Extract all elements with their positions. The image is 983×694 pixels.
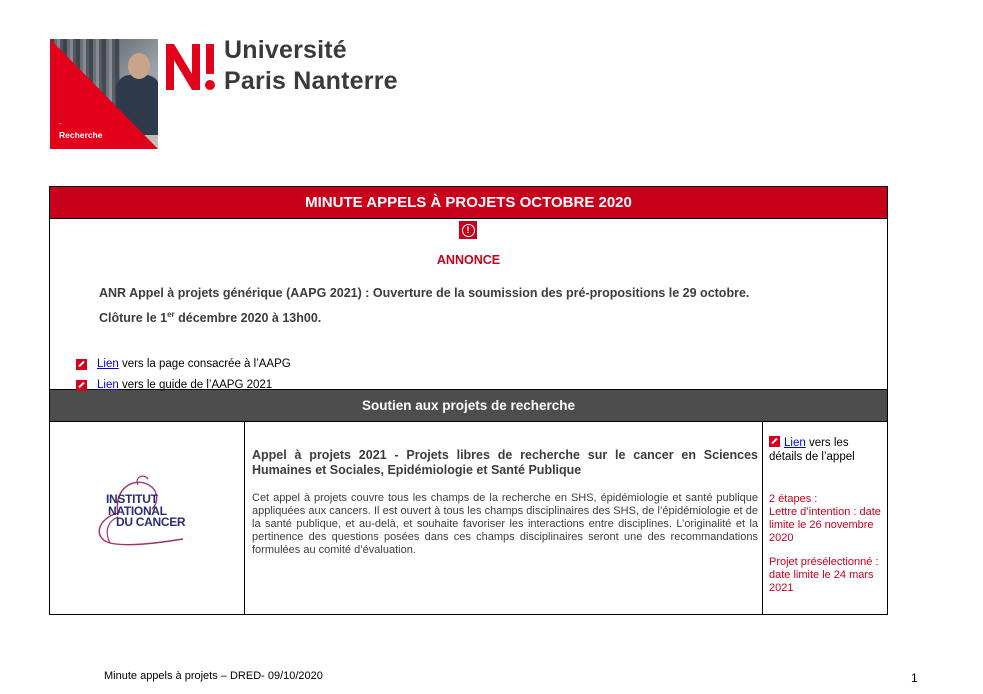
pdf-link-icon — [76, 380, 87, 391]
funder-logo-cell — [50, 422, 245, 614]
photo-dash: - — [59, 119, 62, 128]
pdf-link-icon — [76, 359, 87, 370]
aapg-guide-link-line — [76, 379, 272, 391]
inca-logo-text — [106, 494, 185, 529]
announcement-text — [99, 283, 859, 329]
closing-sup: er — [167, 310, 175, 319]
inca-line1: INSTITUT — [106, 492, 158, 506]
call-body: Cet appel à projets couvre tous les champs de la recherche en SHS, épidémiologie et santé publique appliquées aux cancers. Il est ouvert à tous les champs disciplinaires des SHS, de l’épidémiologie et de la santé publique, et au-delà, et souhaite favoriser les interactions entre disciplines. L’originalité et la pertinence des questions posées dans ces champs disciplinaires seront une des recommandations formulées au comité d’évaluation. — [252, 492, 758, 556]
calls-table — [49, 186, 888, 615]
recherche-photo-logo — [50, 39, 158, 149]
inca-line3: DU CANCER — [116, 515, 186, 529]
announcement-line2 — [99, 304, 859, 329]
call-details-link-rest: vers les détails de l’appel — [769, 437, 855, 463]
call-details-link-line — [769, 436, 881, 464]
closing-post: décembre 2020 à 13h00. — [174, 311, 322, 326]
pdf-link-icon — [769, 436, 780, 447]
university-logo-mark-icon — [166, 42, 216, 92]
call-details-link[interactable]: Lien — [784, 437, 806, 449]
step1: Lettre d’intention : date limite le 26 novembre 2020 — [769, 506, 881, 544]
call-steps — [769, 493, 885, 606]
aapg-page-link-line — [76, 358, 291, 370]
section-title: Soutien aux projets de recherche — [50, 389, 887, 421]
table-row — [50, 421, 887, 615]
footer-text: Minute appels à projets – DRED- 09/10/2020 — [104, 670, 323, 682]
university-name-line2: Paris Nanterre — [224, 67, 398, 95]
university-name-line1: Université — [224, 36, 347, 64]
announcement-line1: ANR Appel à projets générique (AAPG 2021) : Ouverture de la soumission des pré-propositions le 29 octobre. — [99, 286, 750, 300]
call-info-cell — [763, 422, 887, 614]
closing-pre: Clôture le 1 — [99, 311, 168, 326]
photo-label: Recherche — [59, 130, 103, 140]
page-number: 1 — [911, 671, 918, 685]
announcement-block — [50, 218, 887, 389]
university-name — [224, 35, 398, 97]
step2: Projet présélectionné : date limite le 24 mars 2021 — [769, 556, 879, 594]
person-head-graphic — [128, 53, 150, 79]
aapg-page-link[interactable]: Lien — [97, 358, 119, 370]
inca-line2: NATIONAL — [108, 503, 167, 518]
table-title: MINUTE APPELS À PROJETS OCTOBRE 2020 — [50, 186, 887, 218]
call-title: Appel à projets 2021 - Projets libres de recherche sur le cancer en Sciences Humaines et Sociales, Epidémiologie et Santé Publique — [252, 448, 758, 477]
announcement-heading: ANNONCE — [436, 253, 501, 267]
aapg-guide-link-rest: vers le guide de l’AAPG 2021 — [118, 379, 273, 391]
call-description-cell — [245, 422, 763, 614]
aapg-page-link-rest: vers la page consacrée à l’AAPG — [118, 358, 291, 370]
alert-circle-icon: ! — [459, 221, 477, 239]
steps-heading: 2 étapes : — [769, 493, 818, 505]
aapg-guide-link[interactable]: Lien — [97, 379, 119, 391]
